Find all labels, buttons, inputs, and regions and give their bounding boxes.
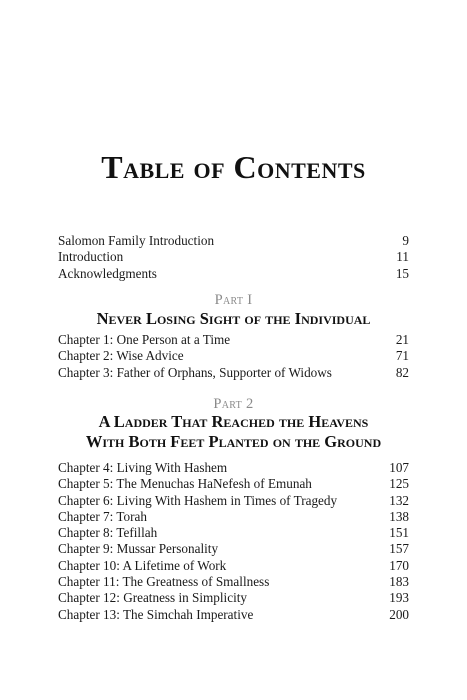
toc-entry-label: Chapter 5: The Menuchas HaNefesh of Emunah xyxy=(58,476,312,492)
part-1-label: Part I xyxy=(214,292,253,308)
toc-entry-page: 132 xyxy=(389,492,409,508)
toc-entry xyxy=(58,607,409,623)
toc-entry-label: Chapter 6: Living With Hashem in Times of Tragedy xyxy=(58,492,338,508)
toc-entry-page: 9 xyxy=(402,233,409,248)
toc-entry-label: Chapter 9: Mussar Personality xyxy=(58,541,219,557)
toc-entry-page: 138 xyxy=(389,508,409,524)
toc-entry-label: Acknowledgments xyxy=(58,265,157,281)
toc-entry xyxy=(58,509,409,525)
toc-entry xyxy=(58,525,409,541)
toc-entry xyxy=(58,460,409,476)
toc-entry xyxy=(58,574,409,590)
front-matter-list xyxy=(58,233,409,282)
toc-entry-page: 107 xyxy=(389,460,409,475)
part-2-label: Part 2 xyxy=(213,396,254,412)
toc-entry-label: Chapter 12: Greatness in Simplicity xyxy=(58,590,247,606)
toc-entry-label: Salomon Family Introduction xyxy=(58,233,215,248)
toc-entry-page: 151 xyxy=(389,525,409,541)
toc-entry xyxy=(58,249,409,265)
toc-entry xyxy=(58,332,409,348)
toc-entry-label: Chapter 2: Wise Advice xyxy=(58,348,184,364)
toc-entry-page: 183 xyxy=(389,574,409,590)
toc-entry xyxy=(58,541,409,557)
toc-entry-page: 200 xyxy=(389,606,409,622)
toc-entry-label: Chapter 7: Torah xyxy=(58,508,147,524)
toc-entry-label: Chapter 1: One Person at a Time xyxy=(58,332,231,347)
toc-entry xyxy=(58,233,409,249)
toc-entry-label: Chapter 10: A Lifetime of Work xyxy=(58,557,227,573)
toc-entry-page: 157 xyxy=(389,541,409,557)
toc-entry xyxy=(58,266,409,282)
toc-entry xyxy=(58,348,409,364)
part-2-chapter-list xyxy=(58,460,409,623)
toc-entry-page: 21 xyxy=(395,332,409,347)
toc-entry-page: 71 xyxy=(395,348,409,364)
toc-entry-page: 82 xyxy=(395,364,409,380)
part-2-heading-line-2: With Both Feet Planted on the Ground xyxy=(85,432,382,451)
toc-entry-label: Chapter 8: Tefillah xyxy=(58,525,158,541)
part-1-chapter-list xyxy=(58,332,409,381)
toc-entry-page: 125 xyxy=(389,476,409,492)
toc-entry xyxy=(58,476,409,492)
toc-entry-page: 193 xyxy=(389,590,409,606)
page-title: Table of Contents xyxy=(101,149,366,185)
toc-entry-label: Chapter 4: Living With Hashem xyxy=(58,460,228,475)
part-2-heading-line-1: A Ladder That Reached the Heavens xyxy=(98,412,369,431)
toc-entry xyxy=(58,558,409,574)
toc-entry-label: Chapter 11: The Greatness of Smallness xyxy=(58,574,270,590)
toc-entry-label: Introduction xyxy=(58,249,124,265)
part-1-heading: Never Losing Sight of the Individual xyxy=(96,309,371,328)
toc-entry-label: Chapter 13: The Simchah Imperative xyxy=(58,606,254,622)
toc-entry-page: 15 xyxy=(395,265,409,281)
toc-entry-page: 170 xyxy=(389,557,409,573)
toc-entry xyxy=(58,365,409,381)
toc-entry-page: 11 xyxy=(396,249,409,265)
toc-entry xyxy=(58,493,409,509)
toc-entry xyxy=(58,590,409,606)
toc-entry-label: Chapter 3: Father of Orphans, Supporter of Widows xyxy=(58,364,332,380)
